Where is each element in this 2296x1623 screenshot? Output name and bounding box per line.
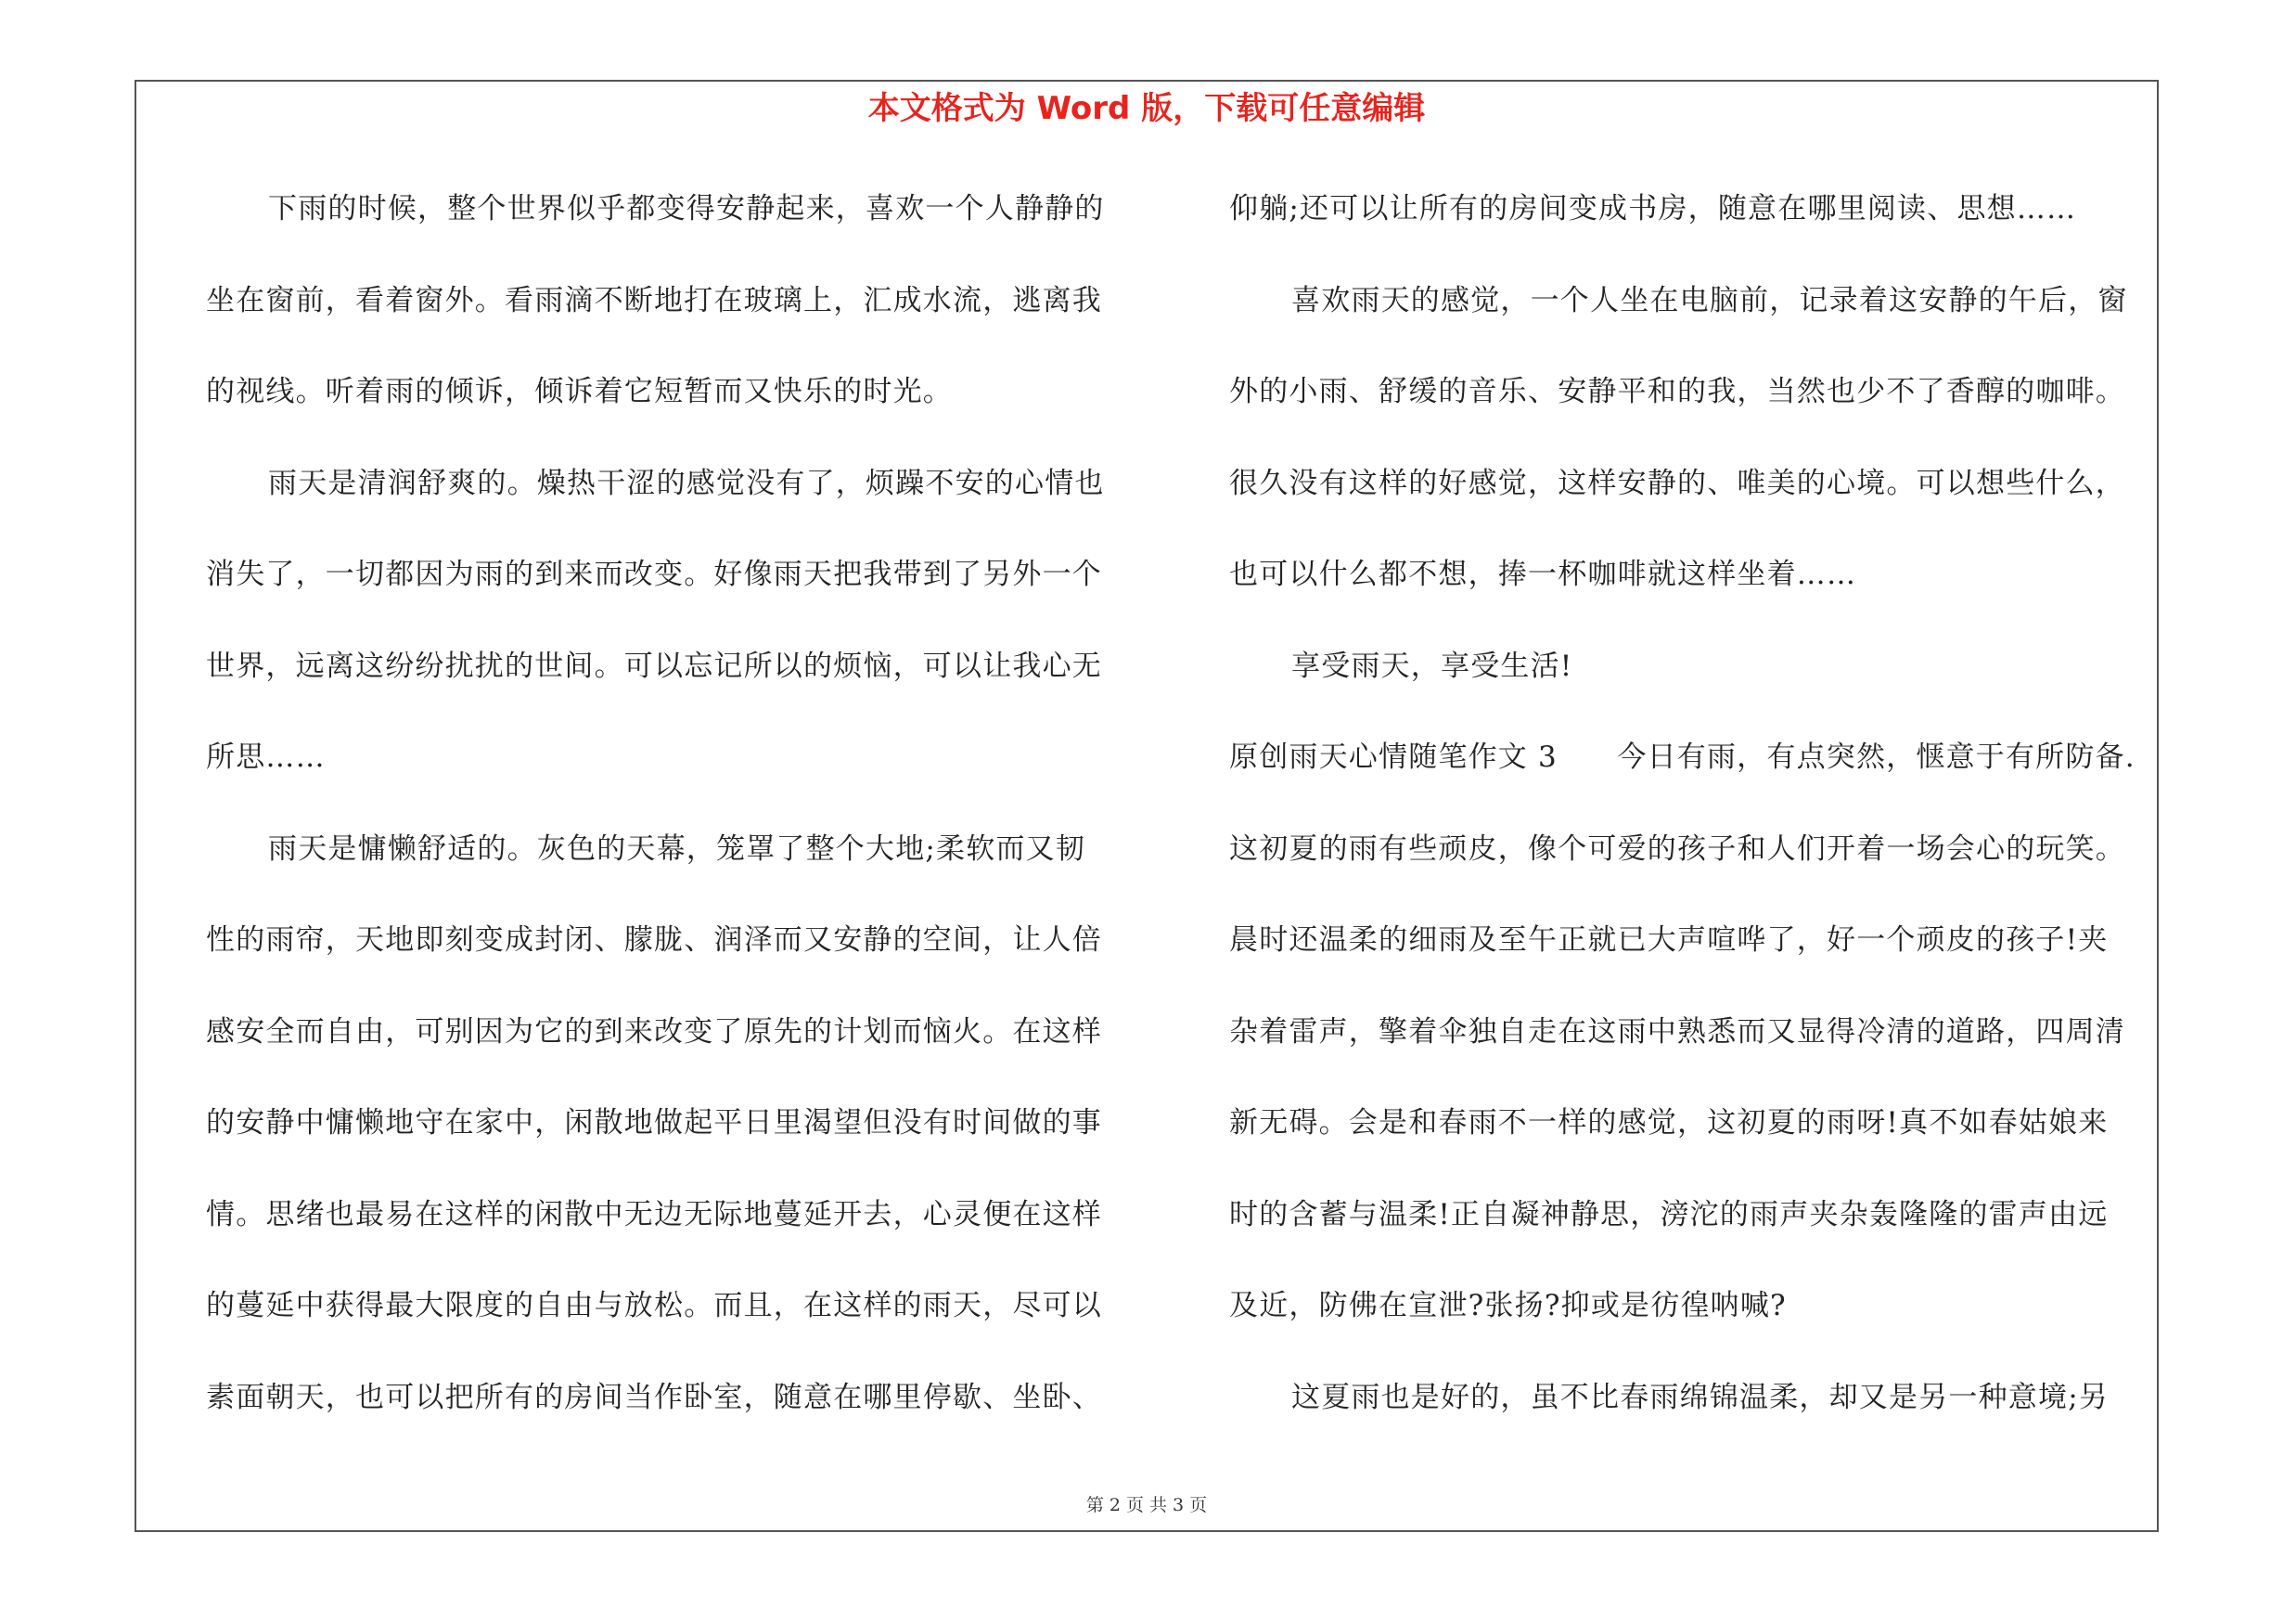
- section-heading-line: 原创雨天心情随笔作文 3 今日有雨，有点突然，惬意于有所防备.: [1229, 741, 2136, 774]
- left-text-column: [206, 181, 1129, 1461]
- paragraph-line: 世界，远离这纷纷扰扰的世间。可以忘记所以的烦恼，可以让我心无: [206, 649, 1102, 683]
- paragraph-line: 感安全而自由，可别因为它的到来改变了原先的计划而恼火。在这样: [206, 1014, 1102, 1049]
- page-number: 第 2 页 共 3 页: [1085, 1495, 1208, 1515]
- paragraph-line: 坐在窗前，看着窗外。看雨滴不断地打在玻璃上，汇成水流，逃离我: [206, 283, 1102, 317]
- format-banner: 本文格式为 Word 版，下载可任意编辑: [867, 90, 1426, 127]
- paragraph-line: 杂着雷声，擎着伞独自走在这雨中熟悉而又显得冷清的道路，四周清: [1229, 1014, 2125, 1049]
- paragraph-line: 喜欢雨天的感觉，一个人坐在电脑前，记录着这安静的午后，窗: [1291, 283, 2128, 317]
- paragraph-line: 及近，防佛在宣泄?张扬?抑或是彷徨呐喊?: [1229, 1289, 1787, 1322]
- paragraph-line: 的蔓延中获得最大限度的自由与放松。而且，在这样的雨天，尽可以: [206, 1289, 1102, 1322]
- paragraph-line: 时的含蓄与温柔!正自凝神静思，滂沱的雨声夹杂轰隆隆的雷声由远: [1229, 1197, 2109, 1231]
- paragraph-line: 很久没有这样的好感觉，这样安静的、唯美的心境。可以想些什么，: [1229, 466, 2125, 500]
- paragraph-line: 享受雨天，享受生活!: [1291, 649, 1573, 683]
- paragraph-line: 消失了，一切都因为雨的到来而改变。好像雨天把我带到了另外一个: [206, 558, 1102, 591]
- paragraph-line: 的安静中慵懒地守在家中，闲散地做起平日里渴望但没有时间做的事: [206, 1106, 1102, 1140]
- right-text-column: [1229, 181, 2166, 1461]
- paragraph-line: 新无碍。会是和春雨不一样的感觉，这初夏的雨呀!真不如春姑娘来: [1229, 1106, 2109, 1140]
- paragraph-line: 这夏雨也是好的，虽不比春雨绵锦温柔，却又是另一种意境;另: [1291, 1380, 2110, 1414]
- paragraph-line: 所思……: [206, 741, 326, 774]
- paragraph-line: 雨天是慵懒舒适的。灰色的天幕，笼罩了整个大地;柔软而又韧: [268, 831, 1086, 866]
- paragraph-line: 下雨的时候，整个世界似乎都变得安静起来，喜欢一个人静静的: [268, 192, 1105, 225]
- paragraph-line: 素面朝天，也可以把所有的房间当作卧室，随意在哪里停歇、坐卧、: [206, 1380, 1102, 1414]
- paragraph-line: 雨天是清润舒爽的。燥热干涩的感觉没有了，烦躁不安的心情也: [268, 466, 1105, 500]
- paragraph-line: 情。思绪也最易在这样的闲散中无边无际地蔓延开去，心灵便在这样: [206, 1197, 1102, 1231]
- paragraph-line: 的视线。听着雨的倾诉，倾诉着它短暂而又快乐的时光。: [206, 375, 953, 408]
- paragraph-line: 也可以什么都不想，捧一杯咖啡就这样坐着……: [1229, 558, 1857, 591]
- paragraph-line: 外的小雨、舒缓的音乐、安静平和的我，当然也少不了香醇的咖啡。: [1229, 375, 2125, 408]
- paragraph-line: 这初夏的雨有些顽皮，像个可爱的孩子和人们开着一场会心的玩笑。: [1229, 831, 2125, 866]
- paragraph-line: 晨时还温柔的细雨及至午正就已大声喧哗了，好一个顽皮的孩子!夹: [1229, 923, 2109, 957]
- paragraph-line: 仰躺;还可以让所有的房间变成书房，随意在哪里阅读、思想……: [1229, 192, 2077, 225]
- paragraph-line: 性的雨帘，天地即刻变成封闭、朦胧、润泽而又安静的空间，让人倍: [206, 923, 1102, 957]
